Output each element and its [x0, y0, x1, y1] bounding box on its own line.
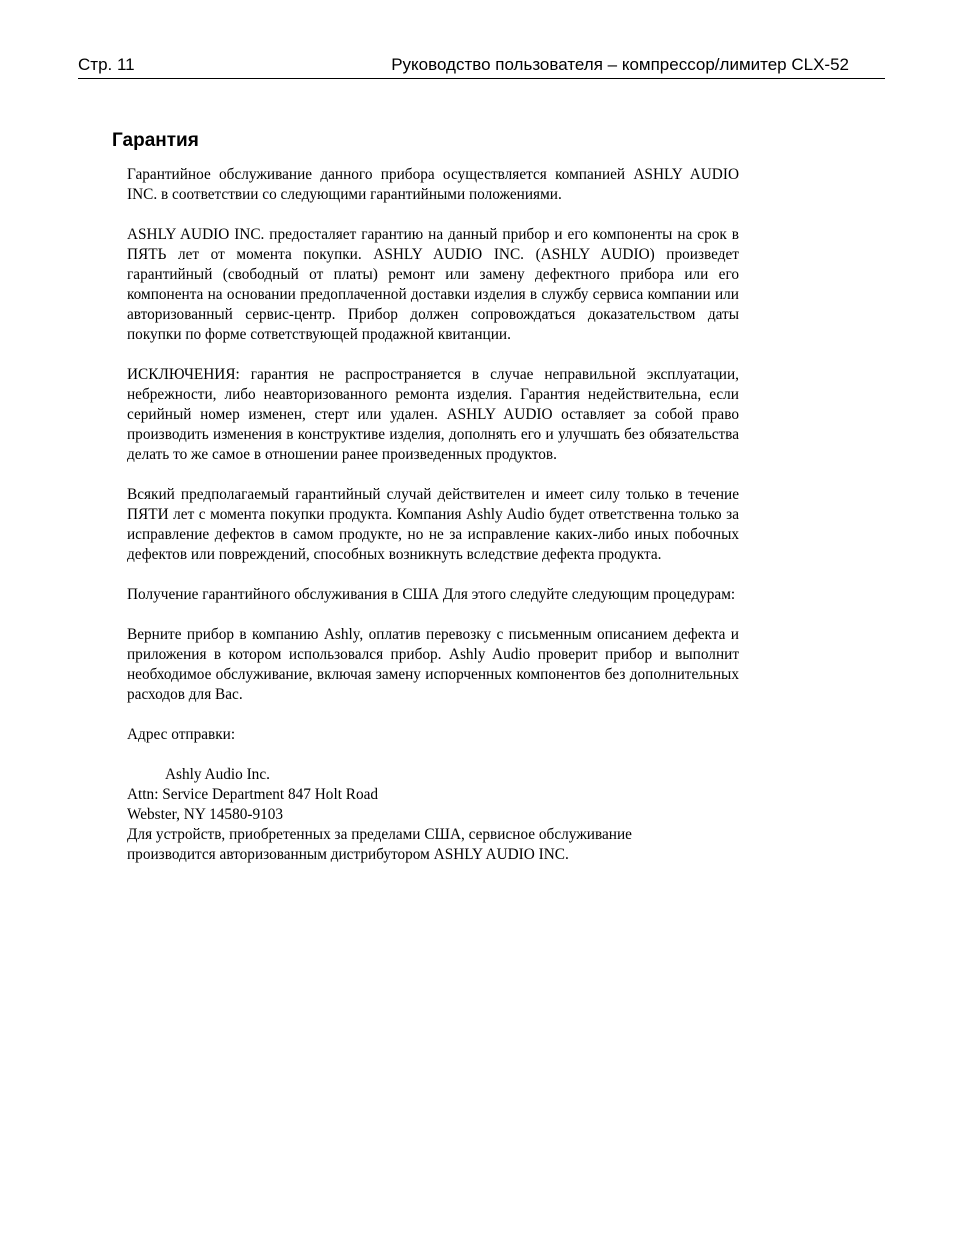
- validity-paragraph: Всякий предполагаемый гарантийный случай действителен и имеет силу только в течение ПЯТИ лет с момента покупки продукта. Компания Ashly Audio будет ответственна только за исправление дефектов в самом продукте, но не за исправление каких-либо иных побочных дефектов или повреждений, способных возникнуть вследствие дефекта продукта.: [127, 486, 739, 563]
- intro-paragraph: Гарантийное обслуживание данного прибора осуществляется компанией ASHLY AUDIO INC. в соответствии со следующими гарантийными положениями.: [127, 166, 739, 203]
- international-note-line1: Для устройств, приобретенных за пределами США, сервисное обслуживание: [127, 826, 632, 843]
- usa-service-paragraph: Получение гарантийного обслуживания в США Для этого следуйте следующим процедурам:: [127, 586, 736, 603]
- warranty-terms-paragraph: ASHLY AUDIO INC. предосталяет гарантию на данный прибор и его компоненты на срок в ПЯТЬ лет от момента покупки. ASHLY AUDIO INC. (ASHLY AUDIO) произведет гарантийный (свободный от платы) ремонт или замену дефектного прибора или его компонента на основании предоплаченной доставки изделия в службу сервиса компании или авторизованный сервис-центр. Прибор должен сопровождаться доказательством даты покупки по форме сответствующей продажной квитанции.: [127, 226, 739, 343]
- document-title: Руководство пользователя – компрессор/лимитер CLX-52: [391, 55, 849, 74]
- section-title: Гарантия: [112, 130, 199, 151]
- address-city: Webster, NY 14580-9103: [127, 806, 284, 823]
- address-attn: Attn: Service Department 847 Holt Road: [127, 786, 379, 803]
- page-header: [78, 52, 885, 79]
- address-company: Ashly Audio Inc.: [165, 766, 270, 783]
- exclusions-paragraph: ИСКЛЮЧЕНИЯ: гарантия не распространяется в случае неправильной эксплуатации, небрежности, либо неавторизованного ремонта изделия. Гарантия недействительна, если серийный номер изменен, стерт или удален. ASHLY AUDIO оставляет за собой право производить изменения в конструктиве изделия, дополнять его и улучшать без обязательства делать то же самое в отношении ранее произведенных продуктов.: [127, 366, 739, 463]
- return-instructions-paragraph: Верните прибор в компанию Ashly, оплатив перевозку с письменным описанием дефекта и приложения в котором использовался прибор. Ashly Audio проверит прибор и выполнит необходимое обслуживание, включая замену испорченных компонентов без дополнительных расходов для Вас.: [127, 626, 739, 703]
- page-number: Стр. 11: [78, 55, 135, 74]
- international-note-line2: производится авторизованным дистрибутором ASHLY AUDIO INC.: [127, 846, 569, 863]
- shipping-address: [127, 765, 739, 865]
- shipping-address-label: Адрес отправки:: [127, 726, 236, 743]
- warranty-body: [127, 165, 739, 865]
